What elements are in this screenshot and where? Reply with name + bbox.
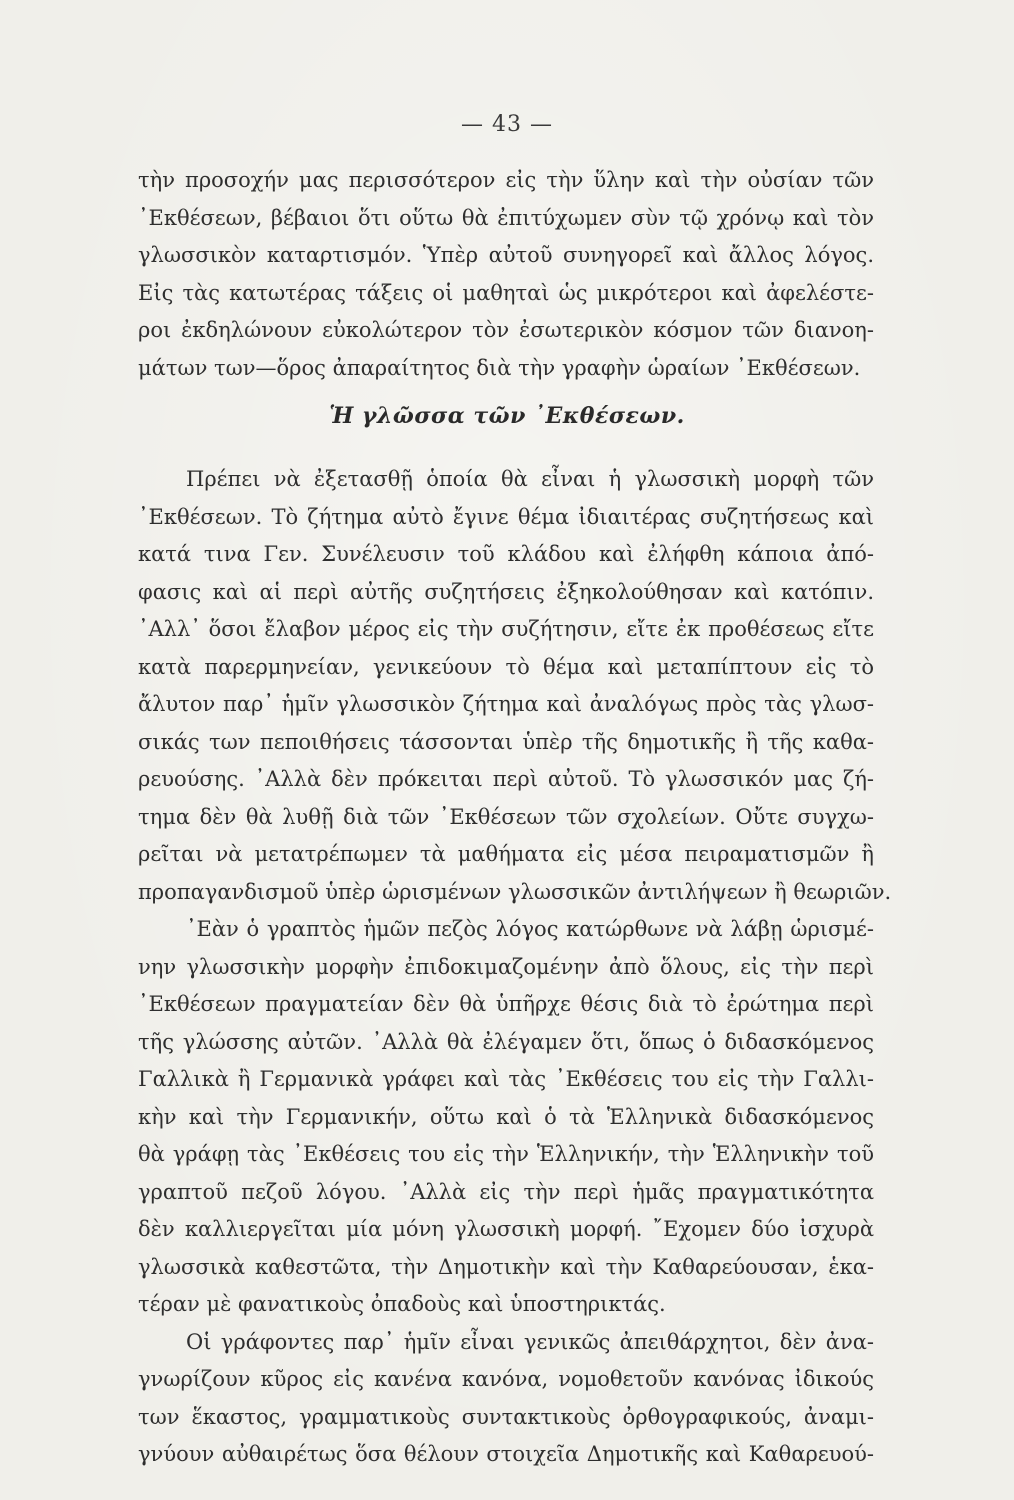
text-line: Πρέπει νὰ ἐξετασθῇ ὁποία θὰ εἶναι ἡ γλωσσικὴ μορφὴ τῶν	[186, 467, 874, 491]
text-line: σικάς των πεποιθήσεις τάσσονται ὑπὲρ τῆς δημοτικῆς ἢ τῆς καθα-	[138, 729, 874, 754]
text-line: κατά τινα Γεν. Συνέλευσιν τοῦ κλάδου καὶ ἐλήφθη κάποια ἀπό-	[138, 542, 874, 566]
text-line: Οἱ γράφοντες παρ᾿ ἡμῖν εἶναι γενικῶς ἀπειθάρχητοι, δὲν ἀνα-	[186, 1329, 874, 1354]
text-line: των ἕκαστος, γραμματικοὺς συντακτικοὺς ὀρθογραφικούς, ἀναμι-	[138, 1404, 874, 1429]
text-line: τῆς γλώσσης αὐτῶν. ᾿Αλλὰ θὰ ἐλέγαμεν ὅτι, ὅπως ὁ διδασκόμενος	[138, 1029, 874, 1054]
text-line: ᾿Εὰν ὁ γραπτὸς ἡμῶν πεζὸς λόγος κατώρθωνε νὰ λάβῃ ὡρισμέ-	[186, 917, 874, 941]
text-line: ᾿Αλλ᾿ ὅσοι ἔλαβον μέρος εἰς τὴν συζήτησιν, εἴτε ἐκ προθέσεως εἴτε	[138, 617, 874, 641]
text-line: νην γλωσσικὴν μορφὴν ἐπιδοκιμαζομένην ἀπὸ ὅλους, εἰς τὴν περὶ	[138, 954, 874, 979]
section-heading: Ἡ γλῶσσα τῶν ᾿Εκθέσεων.	[329, 403, 685, 429]
text-line: τέραν μὲ φανατικοὺς ὀπαδοὺς καὶ ὑποστηρικτάς.	[138, 1292, 666, 1316]
text-line: ᾿Εκθέσεων πραγματείαν δὲν θὰ ὑπῆρχε θέσις διὰ τὸ ἐρώτημα περὶ	[138, 992, 874, 1016]
paragraph-2	[138, 461, 892, 1474]
text-line: δὲν καλλιεργεῖται μία μόνη γλωσσικὴ μορφή. ῎Εχομεν δύο ἰσχυρὰ	[138, 1217, 874, 1241]
text-line: γλωσσικὸν καταρτισμόν. Ὑπὲρ αὐτοῦ συνηγορεῖ καὶ ἄλλος λόγος.	[138, 243, 874, 267]
text-line: τὴν προσοχήν μας περισσότερον εἰς τὴν ὕλην καὶ τὴν οὐσίαν τῶν	[138, 168, 874, 192]
paragraph-1	[138, 162, 874, 387]
text-line: ρεῖται νὰ μετατρέπωμεν τὰ μαθήματα εἰς μέσα πειραματισμῶν ἢ	[138, 842, 874, 866]
text-line: μάτων των—ὅρος ἀπαραίτητος διὰ τὴν γραφὴν ὡραίων ᾿Εκθέσεων.	[138, 355, 861, 380]
text-line: Γαλλικὰ ἢ Γερμανικὰ γράφει καὶ τὰς ᾿Εκθέσεις του εἰς τὴν Γαλλι-	[138, 1067, 874, 1091]
text-line: ᾿Εκθέσεων, βέβαιοι ὅτι οὕτω θὰ ἐπιτύχωμεν σὺν τῷ χρόνῳ καὶ τὸν	[138, 205, 874, 230]
text-line: τημα δὲν θὰ λυθῇ διὰ τῶν ᾿Εκθέσεων τῶν σχολείων. Οὔτε συγχω-	[138, 804, 874, 829]
text-line: ροι ἐκδηλώνουν εὐκολώτερον τὸν ἐσωτερικὸν κόσμον τῶν διανοη-	[138, 318, 874, 342]
text-line: γνύουν αὐθαιρέτως ὅσα θέλουν στοιχεῖα Δημοτικῆς καὶ Καθαρευού-	[138, 1442, 874, 1466]
page-number: — 43 —	[461, 112, 553, 137]
text-line: ᾿Εκθέσεων. Τὸ ζήτημα αὐτὸ ἔγινε θέμα ἰδιαιτέρας συζητήσεως καὶ	[138, 504, 874, 529]
text-line: γνωρίζουν κῦρος εἰς κανένα κανόνα, νομοθετοῦν κανόνας ἰδικούς	[138, 1367, 874, 1391]
text-line: φασις καὶ αἱ περὶ αὐτῆς συζητήσεις ἐξηκολούθησαν καὶ κατόπιν.	[138, 579, 874, 604]
text-line: κατὰ παρερμηνείαν, γενικεύουν τὸ θέμα καὶ μεταπίπτουν εἰς τὸ	[138, 654, 874, 679]
text-line: γραπτοῦ πεζοῦ λόγου. ᾿Αλλὰ εἰς τὴν περὶ ἡμᾶς πραγματικότητα	[138, 1179, 874, 1204]
text-line: γλωσσικὰ καθεστῶτα, τὴν Δημοτικὴν καὶ τὴν Καθαρεύουσαν, ἑκα-	[138, 1254, 874, 1279]
text-line: θὰ γράφῃ τὰς ᾿Εκθέσεις του εἰς τὴν Ἑλληνικήν, τὴν Ἑλληνικὴν τοῦ	[138, 1142, 874, 1166]
text-line: κὴν καὶ τὴν Γερμανικήν, οὕτω καὶ ὁ τὰ Ἑλληνικὰ διδασκόμενος	[138, 1104, 874, 1129]
text-line: Εἰς τὰς κατωτέρας τάξεις οἱ μαθηταὶ ὡς μικρότεροι καὶ ἀφελέστε-	[138, 280, 874, 305]
text-line: ρευούσης. ᾿Αλλὰ δὲν πρόκειται περὶ αὐτοῦ. Τὸ γλωσσικόν μας ζή-	[138, 767, 874, 791]
text-line: ἄλυτον παρ᾿ ἡμῖν γλωσσικὸν ζήτημα καὶ ἀναλόγως πρὸς τὰς γλωσ-	[138, 692, 874, 716]
text-line: προπαγανδισμοῦ ὑπὲρ ὡρισμένων γλωσσικῶν ἀντιλήψεων ἢ θεωριῶν.	[138, 879, 892, 904]
